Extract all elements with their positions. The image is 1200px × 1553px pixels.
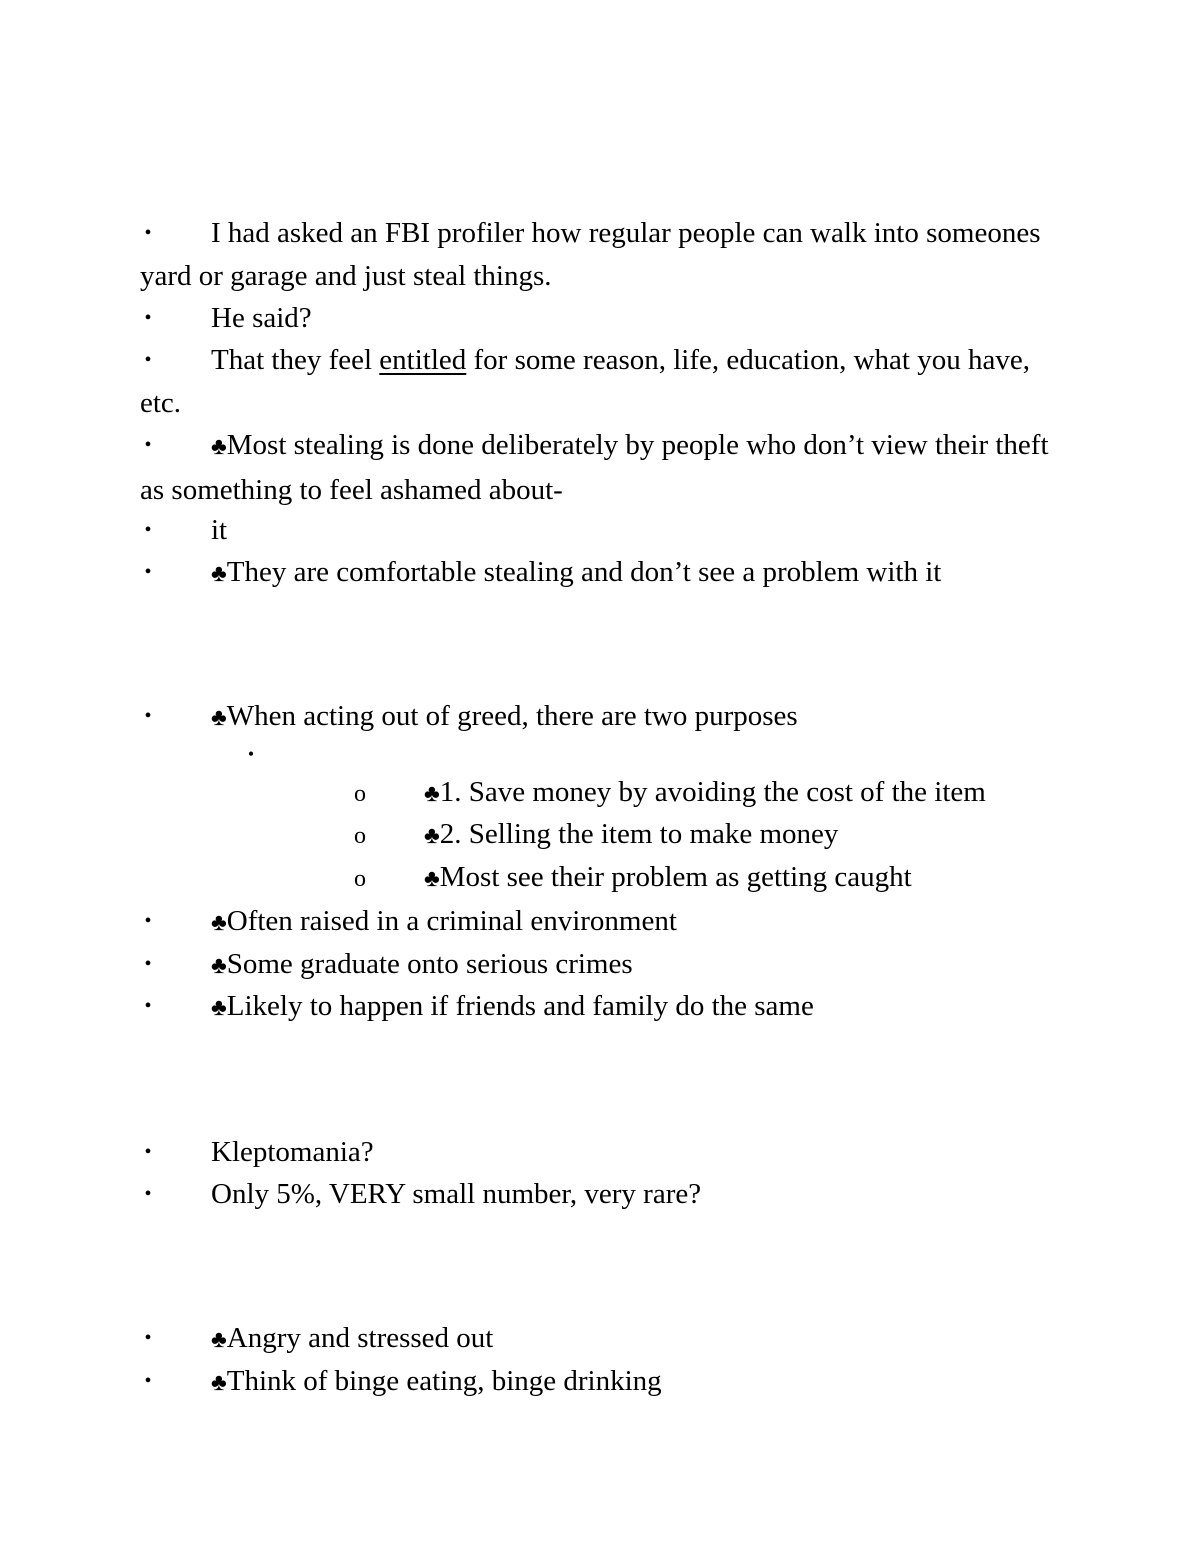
club-icon: ♣	[211, 1370, 227, 1396]
list-item-text: Think of binge eating, binge drinking	[226, 1365, 662, 1397]
list-item-text: Often raised in a criminal environment	[226, 905, 677, 937]
underlined-word: entitled	[379, 344, 467, 376]
club-icon: ♣	[211, 995, 227, 1021]
bullet-icon: •	[144, 434, 152, 456]
list-item-text: They are comfortable stealing and don’t see a problem with it	[226, 556, 942, 588]
list-item-text: When acting out of greed, there are two purposes	[226, 700, 798, 732]
list-item-text: Kleptomania?	[211, 1136, 374, 1168]
club-icon: ♣	[211, 705, 227, 731]
bullet-icon: •	[144, 222, 152, 244]
list-item	[140, 985, 1050, 1030]
list-item-text: He said?	[211, 302, 312, 334]
bullet-icon: •	[144, 995, 152, 1017]
circle-bullet-icon: o	[354, 823, 366, 849]
list-item-text-before: That they feel	[211, 344, 380, 376]
sub-list-item	[424, 771, 986, 816]
circle-bullet-icon: o	[354, 866, 366, 892]
sub-list-item-text: 2. Selling the item to make money	[439, 818, 839, 850]
list-item	[140, 900, 1050, 945]
list-item	[140, 212, 1050, 297]
bullet-icon: •	[144, 561, 152, 583]
club-icon: ♣	[424, 823, 440, 849]
list-item-text: Some graduate onto serious crimes	[226, 948, 633, 980]
bullet-icon: •	[144, 349, 152, 371]
bullet-icon: •	[144, 1370, 152, 1392]
circle-bullet-icon: o	[354, 781, 366, 807]
sub-list-item	[424, 856, 912, 901]
list-item	[140, 339, 1050, 424]
list-item-text: Most stealing is done deliberately by people who don’t view their theft as something to feel ashamed about-	[140, 429, 1049, 506]
club-icon: ♣	[211, 953, 227, 979]
sub-list-item-text: Most see their problem as getting caught	[439, 861, 912, 893]
club-icon: ♣	[424, 866, 440, 892]
bullet-icon: •	[144, 307, 152, 329]
list-item	[140, 297, 1050, 340]
bullet-icon: •	[144, 1327, 152, 1349]
list-item	[140, 509, 1050, 552]
bullet-icon: •	[144, 1141, 152, 1163]
club-icon: ♣	[424, 781, 440, 807]
list-item-text: it	[211, 514, 228, 546]
list-item	[140, 424, 1050, 511]
list-item	[140, 1317, 1050, 1362]
bullet-icon: •	[144, 705, 152, 727]
list-item-text: I had asked an FBI profiler how regular people can walk into someones yard or garage and just steal things.	[140, 217, 1041, 292]
list-item	[140, 1360, 1050, 1405]
bullet-icon: •	[144, 1183, 152, 1205]
club-icon: ♣	[211, 434, 227, 460]
list-item	[140, 695, 1050, 740]
club-icon: ♣	[211, 561, 227, 587]
bullet-icon: •	[144, 519, 152, 541]
bullet-icon: •	[144, 910, 152, 932]
list-item-text: Likely to happen if friends and family do the same	[226, 990, 814, 1022]
club-icon: ♣	[211, 910, 227, 936]
list-item-text-after: for some reason, life, education, what you have, etc.	[140, 344, 1030, 419]
sub-list-item	[424, 813, 838, 858]
list-item-text: Angry and stressed out	[226, 1322, 494, 1354]
list-item	[140, 1173, 1050, 1216]
list-item	[140, 551, 1050, 596]
list-item-text: Only 5%, VERY small number, very rare?	[211, 1178, 702, 1210]
sub-list-item-text: 1. Save money by avoiding the cost of the item	[439, 776, 986, 808]
empty-bullet-icon: •	[247, 744, 255, 764]
list-item	[140, 1131, 1050, 1174]
list-item	[140, 943, 1050, 988]
club-icon: ♣	[211, 1327, 227, 1353]
bullet-icon: •	[144, 953, 152, 975]
